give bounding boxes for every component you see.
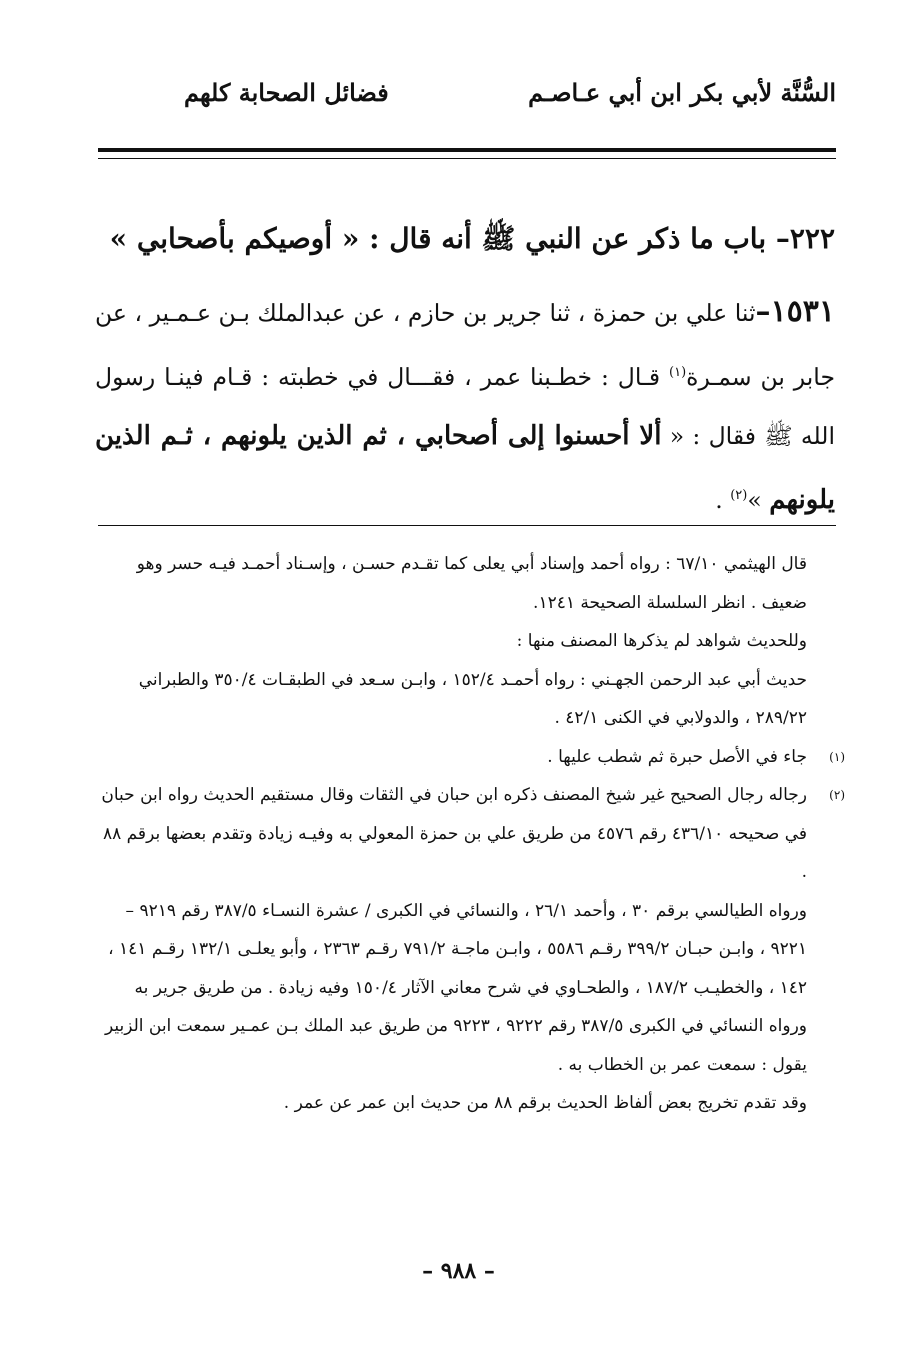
footnote-line: ورواه الطيالسي برقم ٣٠ ، وأحمد ٢٦/١ ، والنسائي في الكبرى / عشرة النسـاء ٣٨٧/٥ رقم ٩٢١٩ – ٩٢٢١ ، وابـن حبـان ٣٩٩/٢ رقـم ٥٥٨٦ ، وابـن ماجـة ٧٩١/٢ رقـم ٢٣٦٣ ، وأبو يعلـى ١٣٢/١ رقـم ١٤١ ، ١٤٢ ، والخطيـب ١٨٧/٢ ، والطحـاوي في شرح معاني الآثار ١٥٠/٤ وفيه زيادة . من طريق جرير به bbox=[108, 900, 807, 998]
hadith-text bbox=[95, 282, 835, 530]
footnote-line: ورواه النسائي في الكبرى ٣٨٧/٥ رقم ٩٢٢٢ ، ٩٢٢٣ من طريق عبد الملك بـن عمـير سمعت ابن الزبير يقول : سمعت عمر بن الخطاب به . bbox=[104, 1016, 807, 1075]
hadith-quote-close: » bbox=[747, 485, 770, 514]
footnote-1-text: جاء في الأصل حبرة ثم شطب عليها . bbox=[547, 746, 807, 767]
footnote-ref-2: (٢) bbox=[730, 487, 748, 503]
page-number: – ٩٨٨ – bbox=[422, 1258, 495, 1284]
footnote-line: قال الهيثمي ٦٧/١٠ : رواه أحمد وإسناد أبي يعلى كما تقـدم حسـن ، وإسـناد أحمـد فيـه حسر وهو ضعيف . انظر السلسلة الصحيحة ١٢٤١. bbox=[136, 554, 807, 613]
chapter-heading: ٢٢٢– باب ما ذكر عن النبي ﷺ أنه قال : « أوصيكم بأصحابي » bbox=[109, 222, 835, 255]
header-rule-thick bbox=[98, 148, 836, 152]
footnote-1-marker: (١) bbox=[829, 749, 845, 764]
footnote-1 bbox=[97, 738, 845, 777]
running-header bbox=[96, 78, 836, 118]
footnote-line: حديث أبي عبد الرحمن الجهـني : رواه أحمـد ١٥٢/٤ ، وابـن سـعد في الطبقـات ٣٥٠/٤ والطبراني ٢٨٩/٢٢ ، والدولابي في الكنى ٤٢/١ . bbox=[138, 669, 807, 728]
hadith-quote: ألا أحسنوا إلى أصحابي ، ثم الذين يلونهم ، ثـم الذين يلونهم bbox=[95, 420, 835, 515]
footnote-2 bbox=[97, 776, 845, 892]
footnote-2-text: رجاله رجال الصحيح غير شيخ المصنف ذكره ابن حبان في الثقات وقال مستقيم الحديث رواه ابن حبان في صحيحه ٤٣٦/١٠ رقم ٤٥٧٦ من طريق علي بن حمزة المعولي به وفيـه زيادة وتقدم بعضها برقم ٨٨ . bbox=[101, 785, 807, 882]
footnotes bbox=[97, 545, 845, 1123]
footnote-rule bbox=[98, 525, 836, 526]
section-title: فضائل الصحابة كلهم bbox=[184, 78, 389, 107]
hadith-isnad: ثنا علي بن حمزة ، ثنا جرير بن حازم ، عن عبدالملك بـن عـمـير ، عن جابر بن سمـرة bbox=[95, 299, 835, 391]
hadith-number: ١٥٣١– bbox=[755, 294, 835, 329]
footnote-line: وقد تقدم تخريج بعض ألفاظ الحديث برقم ٨٨ من حديث ابن عمر عن عمر . bbox=[283, 1093, 807, 1113]
hadith-narration: قـال : خطـبنا عمر ، فقـــال في خطبته : قـام فينـا رسول الله ﷺ فقال : « bbox=[95, 362, 835, 450]
footnote-ref-1: (١) bbox=[669, 365, 687, 380]
hadith-end: . bbox=[715, 485, 731, 514]
footnote-2-marker: (٢) bbox=[829, 788, 845, 802]
book-title: السُّنَّة لأبي بكر ابن أبي عـاصـم bbox=[528, 78, 836, 107]
header-rule-thin bbox=[98, 158, 836, 159]
footnote-line: وللحديث شواهد لم يذكرها المصنف منها : bbox=[516, 631, 807, 651]
